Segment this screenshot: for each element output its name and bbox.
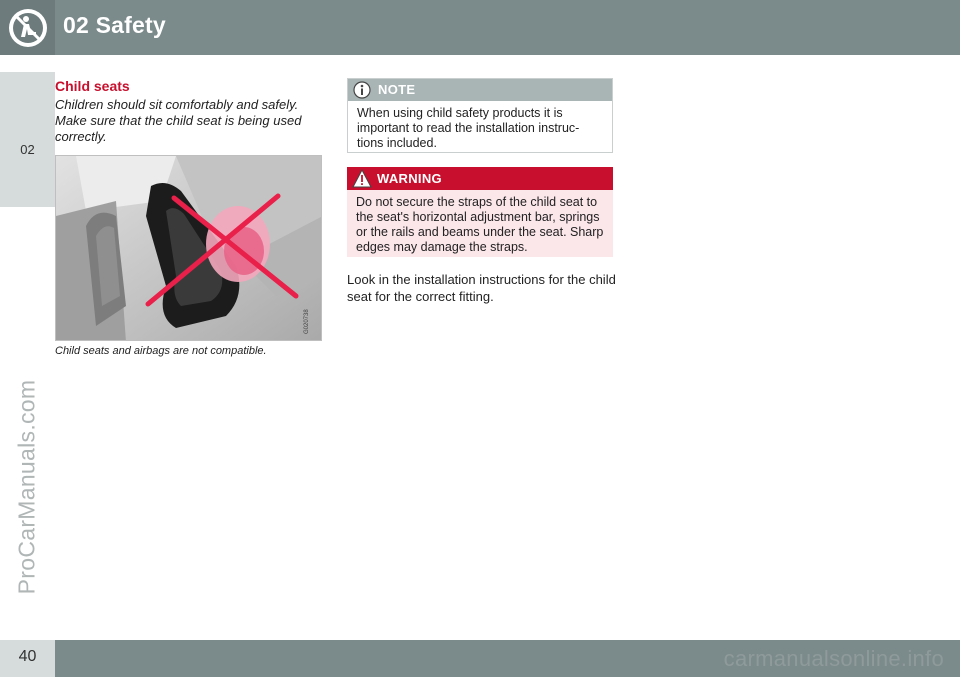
- header-icon-box: [0, 0, 55, 55]
- figure-caption: Child seats and airbags are not compatible.: [55, 345, 267, 357]
- body-paragraph: Look in the installation instructions for the child seat for the correct fitting.: [347, 272, 616, 304]
- page-title: 02 Safety: [63, 12, 166, 38]
- warning-triangle-icon: [352, 169, 372, 188]
- side-watermark: ProCarManuals.com: [13, 379, 40, 595]
- warning-header: [347, 167, 613, 190]
- section-intro: Children should sit comfortably and safely. Make sure that the child seat is being used correctly.: [55, 97, 302, 144]
- warning-box: [347, 167, 613, 257]
- info-icon: [353, 81, 371, 99]
- note-title: NOTE: [378, 82, 416, 97]
- child-seat-airbag-illustration: [55, 155, 322, 341]
- note-text: When using child safety products it is important to read the installation instruc-tions included.: [357, 106, 580, 150]
- image-code: G020738: [304, 309, 310, 334]
- warning-text: Do not secure the straps of the child seat to the seat's horizontal adjustment bar, springs or the rails and beams under the seat. Sharp edges may damage the straps.: [356, 195, 604, 254]
- airbag-warning-icon: [7, 7, 49, 49]
- chapter-number: 02: [20, 142, 35, 157]
- section-title: Child seats: [55, 78, 130, 94]
- note-box: [347, 78, 613, 153]
- warning-title: WARNING: [377, 171, 442, 186]
- note-header: [348, 79, 612, 101]
- page-number: 40: [18, 648, 37, 665]
- chapter-tab: [0, 72, 55, 207]
- footer-watermark: carmanualsonline.info: [723, 646, 944, 671]
